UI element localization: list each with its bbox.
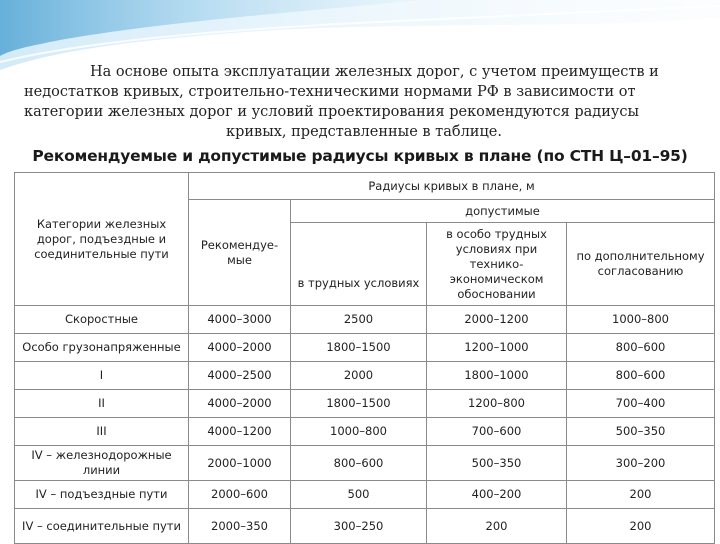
- table-row: [15, 418, 715, 446]
- recommended-cell: 4000–2500: [189, 362, 291, 390]
- difficult-cell: 1000–800: [291, 418, 427, 446]
- table-row: [15, 481, 715, 509]
- intro-line-4: кривых, представленные в таблице.: [226, 124, 502, 140]
- header-permissible: допустимые: [291, 200, 715, 223]
- table-row: [15, 306, 715, 334]
- intro-line-2: недостатков кривых, строительно-техническими нормами РФ в зависимости от: [24, 84, 636, 100]
- additional-cell: 500–350: [567, 418, 715, 446]
- table-row: [15, 446, 715, 481]
- recommended-cell: 2000–350: [189, 509, 291, 544]
- category-cell: Особо грузонапряженные: [15, 334, 189, 362]
- intro-line-1: На основе опыта эксплуатации железных дорог, с учетом преимуществ и: [90, 64, 659, 80]
- category-cell: I: [15, 362, 189, 390]
- table-title: Рекомендуемые и допустимые радиусы кривых в плане (по СТН Ц–01–95): [32, 147, 688, 165]
- header-recommended: Рекомендуе-мые: [189, 200, 291, 306]
- header-additional: по дополнительному согласованию: [567, 223, 715, 306]
- difficult-cell: 800–600: [291, 446, 427, 481]
- additional-cell: 200: [567, 509, 715, 544]
- difficult-cell: 1800–1500: [291, 334, 427, 362]
- additional-cell: 1000–800: [567, 306, 715, 334]
- category-cell: IV – соединительные пути: [15, 509, 189, 544]
- difficult-cell: 500: [291, 481, 427, 509]
- especially-cell: 1800–1000: [427, 362, 567, 390]
- table-row: [15, 362, 715, 390]
- especially-cell: 1200–800: [427, 390, 567, 418]
- additional-cell: 800–600: [567, 334, 715, 362]
- especially-cell: 1200–1000: [427, 334, 567, 362]
- especially-cell: 700–600: [427, 418, 567, 446]
- category-cell: II: [15, 390, 189, 418]
- additional-cell: 700–400: [567, 390, 715, 418]
- recommended-cell: 2000–600: [189, 481, 291, 509]
- header-row-1: [15, 173, 715, 200]
- especially-cell: 500–350: [427, 446, 567, 481]
- category-cell: IV – подъездные пути: [15, 481, 189, 509]
- radii-table: [14, 172, 715, 544]
- difficult-cell: 300–250: [291, 509, 427, 544]
- especially-cell: 2000–1200: [427, 306, 567, 334]
- additional-cell: 800–600: [567, 362, 715, 390]
- category-cell: III: [15, 418, 189, 446]
- difficult-cell: 2000: [291, 362, 427, 390]
- especially-cell: 200: [427, 509, 567, 544]
- recommended-cell: 2000–1000: [189, 446, 291, 481]
- recommended-cell: 4000–3000: [189, 306, 291, 334]
- additional-cell: 200: [567, 481, 715, 509]
- category-cell: IV – железнодорожные линии: [15, 446, 189, 481]
- recommended-cell: 4000–2000: [189, 390, 291, 418]
- header-difficult: в трудных условиях: [291, 223, 427, 306]
- recommended-cell: 4000–1200: [189, 418, 291, 446]
- especially-cell: 400–200: [427, 481, 567, 509]
- category-cell: Скоростные: [15, 306, 189, 334]
- table-row: [15, 509, 715, 544]
- header-especially-difficult: в особо трудных условиях при технико-экономическом обосновании: [427, 223, 567, 306]
- intro-line-3: категории железных дорог и условий проектирования рекомендуются радиусы: [24, 104, 640, 120]
- table-row: [15, 390, 715, 418]
- table-row: [15, 334, 715, 362]
- header-category: Категории железных дорог, подъездные и соединительные пути: [15, 173, 189, 306]
- additional-cell: 300–200: [567, 446, 715, 481]
- recommended-cell: 4000–2000: [189, 334, 291, 362]
- intro-paragraph: [24, 62, 704, 142]
- difficult-cell: 1800–1500: [291, 390, 427, 418]
- difficult-cell: 2500: [291, 306, 427, 334]
- header-radii: Радиусы кривых в плане, м: [189, 173, 715, 200]
